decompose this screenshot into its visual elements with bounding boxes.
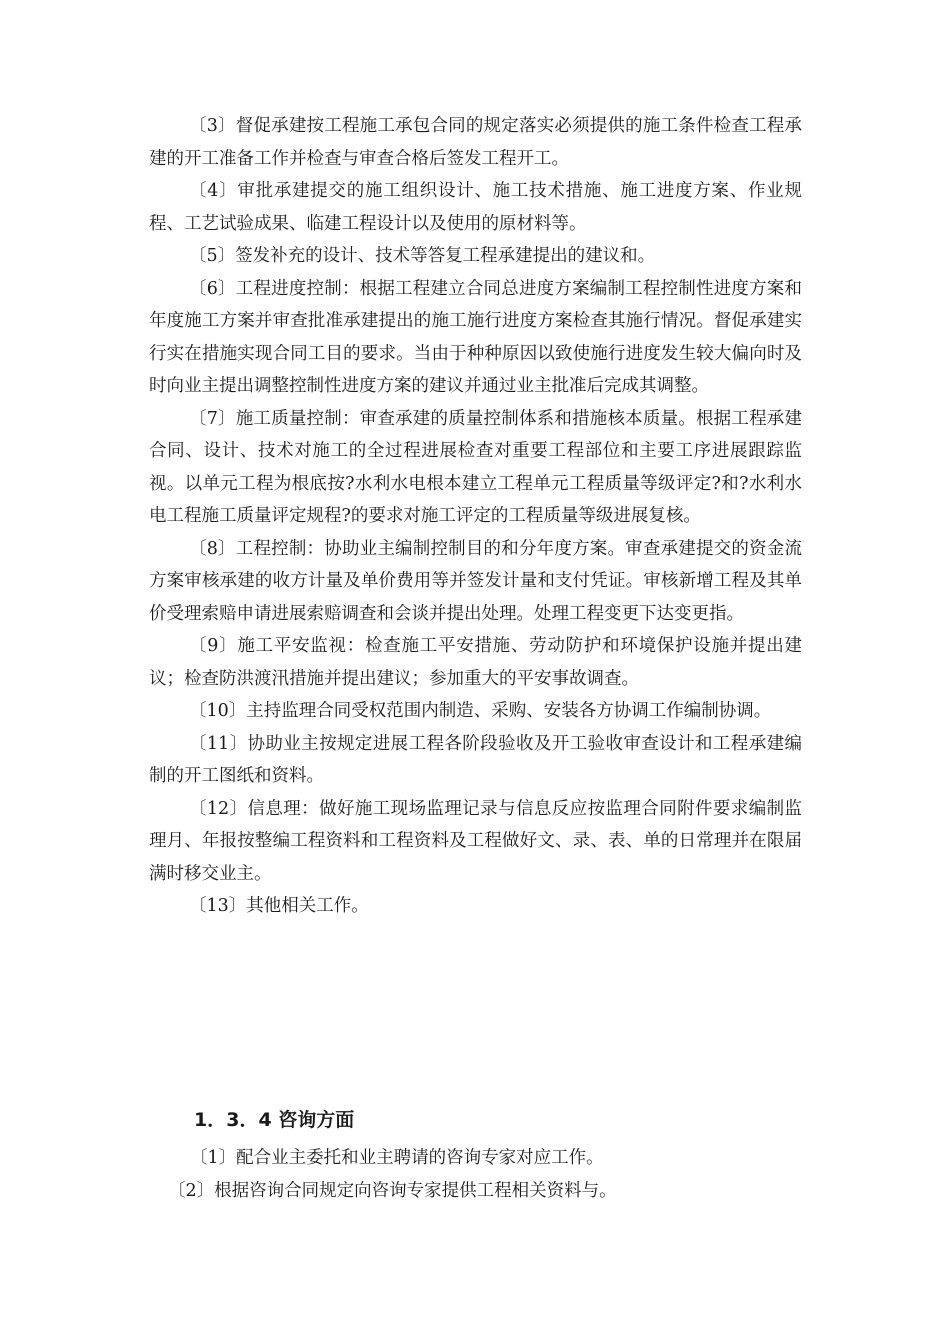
paragraph-item-7: 〔7〕施工质量控制：审查承建的质量控制体系和措施核本质量。根据工程承建合同、设计、技术对施工的全过程进展检查对重要工程部位和主要工序进展跟踪监视。以单元工程为根底按?水利水电根本建立工程单元工程质量等级评定?和?水利水电工程施工质量评定规程?的要求对施工评定的工程质量等级进展复核。	[149, 408, 802, 526]
paragraph-item-13: 〔13〕其他相关工作。	[189, 896, 369, 916]
paragraph-item-6: 〔6〕工程进度控制：根据工程建立合同总进度方案编制工程控制性进度方案和年度施工方案并审查批准承建提出的施工施行进度方案检查其施行情况。督促承建实行实在措施实现合同工目的要求。当由于种种原因以致使施行进度发生较大偏向时及时向业主提出调整控制性进度方案的建议并通过业主批准后完成其调整。	[149, 278, 802, 396]
paragraph-item-10: 〔10〕主持监理合同受权范围内制造、采购、安装各方协调工作编制协调。	[189, 701, 772, 721]
document-body	[149, 110, 802, 923]
paragraph-item-4: 〔4〕审批承建提交的施工组织设计、施工技术措施、施工进度方案、作业规程、工艺试验成果、临建工程设计以及使用的原材料等。	[149, 181, 802, 234]
paragraph-item-8: 〔8〕工程控制：协助业主编制控制目的和分年度方案。审查承建提交的资金流方案审核承建的收方计量及单价费用等并签发计量和支付凭证。审核新增工程及其单价受理索赔申请进展索赔调查和会谈并提出处理。处理工程变更下达变更指。	[149, 538, 802, 624]
paragraph-item-11: 〔11〕协助业主按规定进展工程各阶段验收及开工验收审查设计和工程承建编制的开工图纸和资料。	[149, 733, 802, 786]
section-item-2: 〔2〕根据咨询合同规定向咨询专家提供工程相关资料与。	[168, 1181, 617, 1201]
paragraph-item-3: 〔3〕督促承建按工程施工承包合同的规定落实必须提供的施工条件检查工程承建的开工准备工作并检查与审查合格后签发工程开工。	[149, 116, 802, 169]
paragraph-item-9: 〔9〕施工平安监视：检查施工平安措施、劳动防护和环境保护设施并提出建议；检查防洪渡汛措施并提出建议；参加重大的平安事故调查。	[149, 636, 802, 689]
section-item-1: 〔1〕配合业主委托和业主聘请的咨询专家对应工作。	[190, 1148, 604, 1168]
section-heading: 1．3．4 咨询方面	[194, 1109, 355, 1131]
paragraph-item-12: 〔12〕信息理：做好施工现场监理记录与信息反应按监理合同附件要求编制监理月、年报按整编工程资料和工程资料及工程做好文、录、表、单的日常理并在限届满时移交业主。	[149, 798, 802, 884]
paragraph-item-5: 〔5〕签发补充的设计、技术等答复工程承建提出的建议和。	[189, 246, 656, 266]
